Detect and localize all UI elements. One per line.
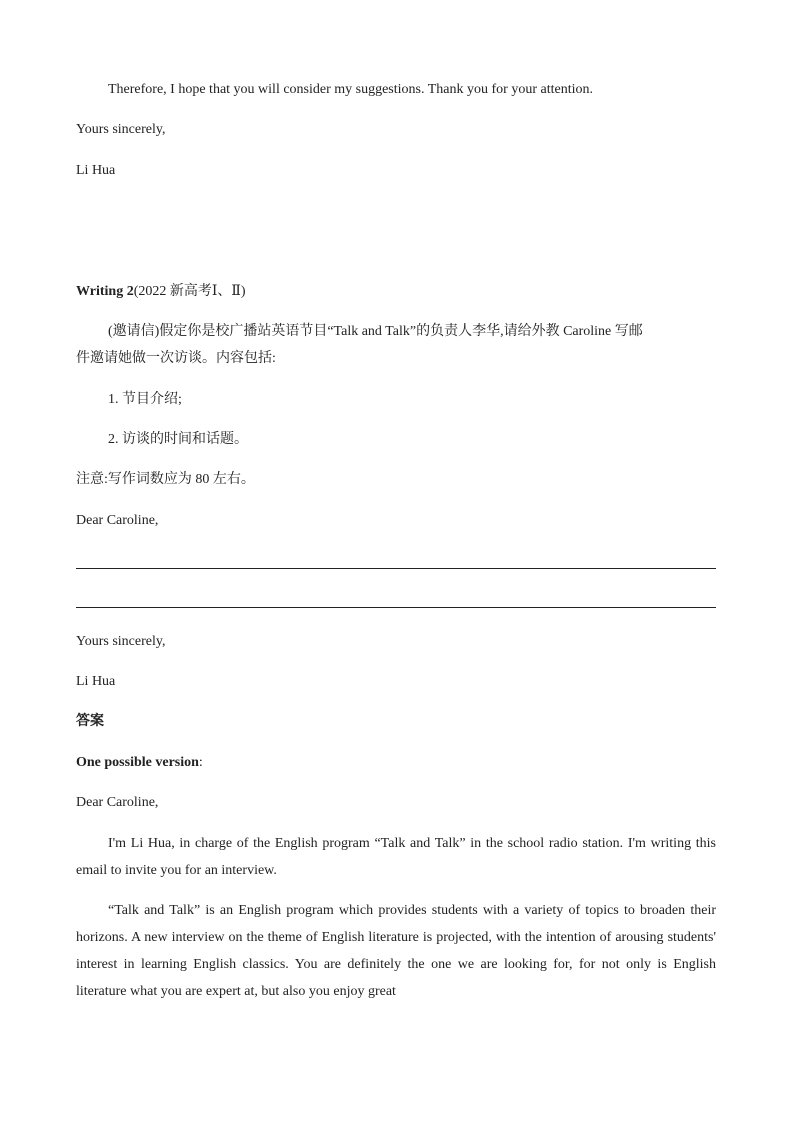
answer-paragraph-2: “Talk and Talk” is an English program which provides students with a variety of topics to broaden their horizons. A new interview on the theme of English literature is projected, with the intention of arousing students' interest in learning English classics. You are definitely the one we are looking for, for not only is English literature what you are expert at, but also you enjoy great: [76, 903, 716, 999]
writing2-prompt-line2: 件邀请她做一次访谈。内容包括:: [76, 351, 276, 366]
signature: Li Hua: [76, 163, 116, 178]
signoff: Yours sincerely,: [76, 122, 166, 137]
answer-version-text: One possible version: [76, 755, 199, 770]
closing-paragraph: Therefore, I hope that you will consider my suggestions. Thank you for your attention.: [108, 82, 593, 97]
writing2-title-label: Writing 2: [76, 284, 134, 299]
writing2-prompt-line1: (邀请信)假定你是校广播站英语节目“Talk and Talk”的负责人李华,请给外教 Caroline 写邮: [108, 324, 643, 339]
writing-line-2: [76, 607, 716, 608]
answer-version-label: [76, 753, 203, 773]
answer-paragraph-1: I'm Li Hua, in charge of the English program “Talk and Talk” in the school radio station. I'm writing this email to invite you for an interview.: [76, 836, 716, 878]
answer-salutation: Dear Caroline,: [76, 795, 159, 810]
writing2-note: 注意:写作词数应为 80 左右。: [76, 472, 255, 487]
writing2-title: [76, 282, 246, 302]
writing2-item-2: 2. 访谈的时间和话题。: [108, 432, 248, 447]
writing2-title-source: (2022 新高考Ⅰ、Ⅱ): [133, 284, 246, 299]
writing2-salutation: Dear Caroline,: [76, 513, 159, 528]
writing2-item-1: 1. 节目介绍;: [108, 392, 182, 407]
answer-version-colon: :: [198, 755, 203, 770]
writing2-signature: Li Hua: [76, 674, 116, 689]
writing-line-1: [76, 568, 716, 569]
answer-heading: 答案: [76, 714, 104, 729]
writing2-signoff: Yours sincerely,: [76, 634, 166, 649]
